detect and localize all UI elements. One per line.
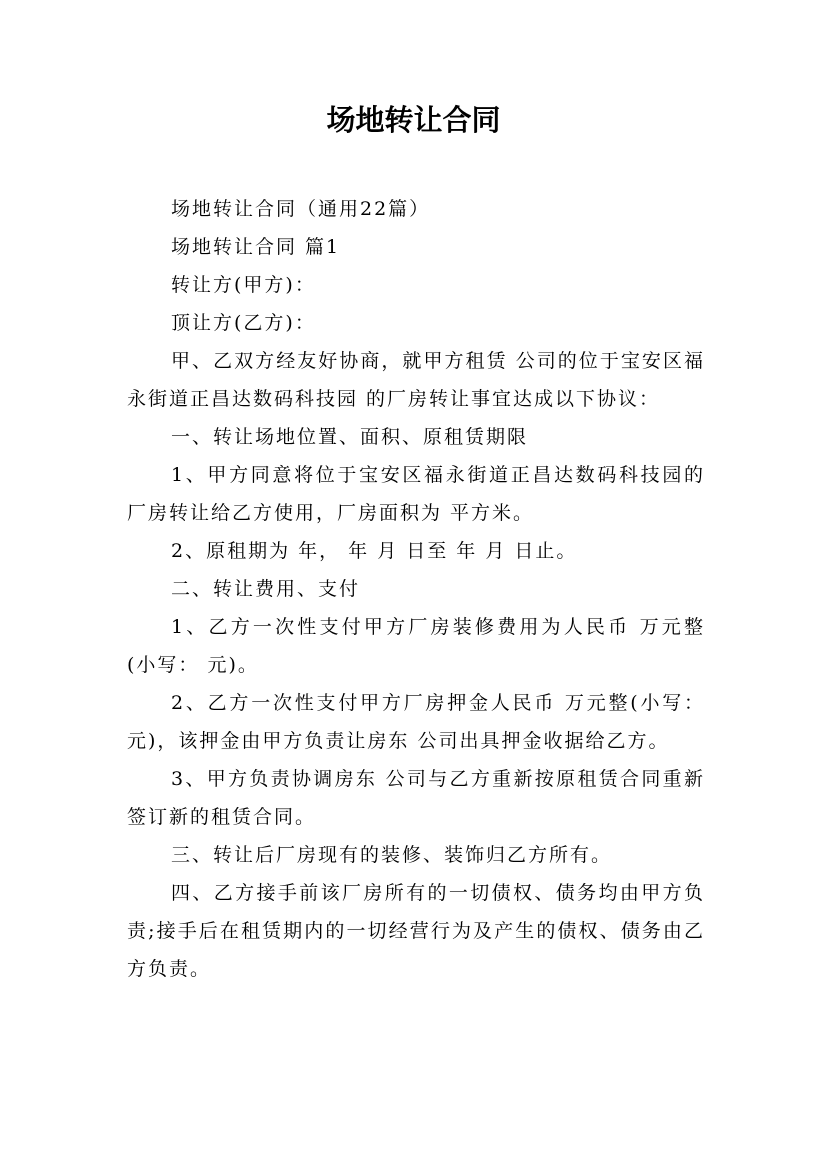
- paragraph-clause-3: 三、转让后厂房现有的装修、装饰归乙方所有。: [171, 844, 613, 866]
- paragraph-subtitle: 场地转让合同（通用22篇）: [171, 198, 431, 220]
- paragraph-preamble: 甲、乙双方经友好协商，就甲方租赁 公司的位于宝安区福永街道正昌达数码科技园 的厂房转让事宜达成以下协议：: [127, 350, 705, 410]
- paragraph-clause-1-1: 1、甲方同意将位于宝安区福永街道正昌达数码科技园的厂房转让给乙方使用，厂房面积为 平方米。: [127, 464, 705, 524]
- paragraph-clause-1-heading: 一、转让场地位置、面积、原租赁期限: [171, 426, 529, 448]
- document-title: 场地转让合同: [326, 103, 501, 137]
- paragraph-clause-4: 四、乙方接手前该厂房所有的一切债权、债务均由甲方负责;接手后在租赁期内的一切经营行为及产生的债权、债务由乙方负责。: [127, 882, 705, 980]
- paragraph-party-b: 顶让方(乙方)：: [171, 312, 316, 334]
- paragraph-clause-2-1: 1、乙方一次性支付甲方厂房装修费用为人民币 万元整(小写： 元)。: [127, 616, 705, 676]
- paragraph-clause-2-2: 2、乙方一次性支付甲方厂房押金人民币 万元整(小写： 元)，该押金由甲方负责让房东 公司出具押金收据给乙方。: [127, 692, 714, 752]
- paragraph-party-a: 转让方(甲方)：: [171, 274, 316, 296]
- paragraph-clause-2-3: 3、甲方负责协调房东 公司与乙方重新按原租赁合同重新签订新的租赁合同。: [127, 768, 705, 828]
- paragraph-section-heading: 场地转让合同 篇1: [171, 236, 341, 258]
- document-body: [127, 190, 714, 988]
- paragraph-clause-1-2: 2、原租期为 年， 年 月 日至 年 月 日止。: [171, 540, 578, 562]
- paragraph-clause-2-heading: 二、转让费用、支付: [171, 578, 361, 600]
